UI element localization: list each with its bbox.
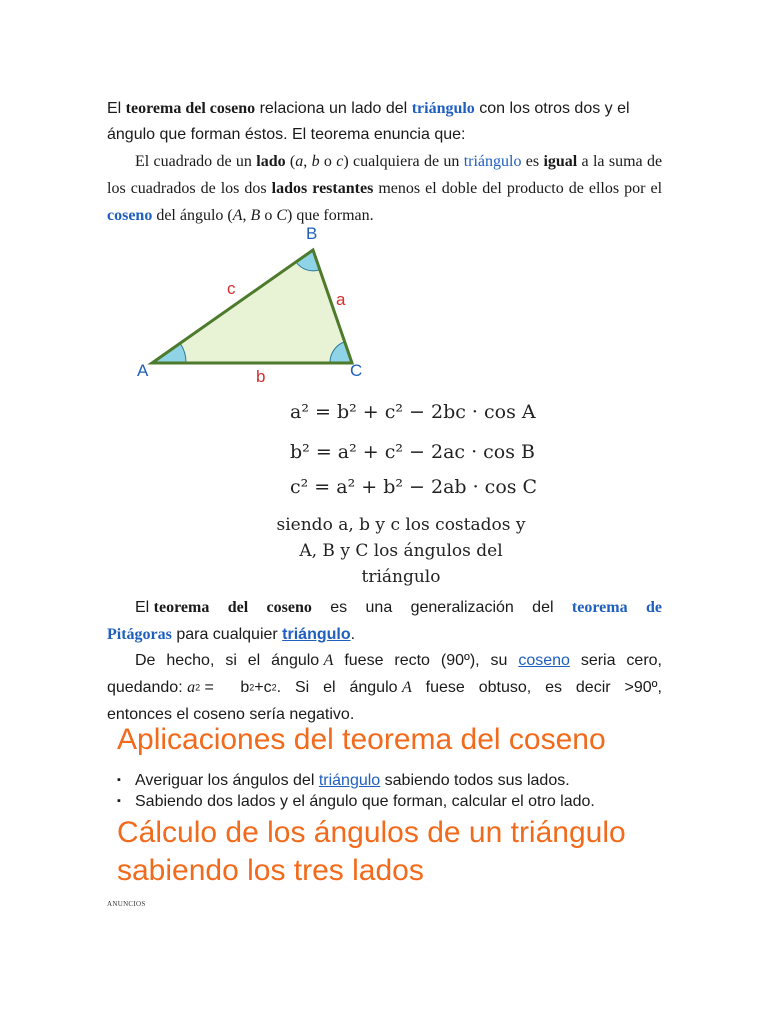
triangle-figure <box>130 222 390 382</box>
consequence-word: cero, <box>626 652 662 669</box>
generalization-word: una <box>365 599 393 616</box>
equation-caption <box>270 512 532 590</box>
caption-line: siendo a, b y c los costados y <box>276 515 526 535</box>
consequence-word: el <box>323 679 336 696</box>
statement-text: ( <box>285 153 296 170</box>
generalization-word: del <box>532 599 554 616</box>
consequence-text: +c <box>254 679 272 696</box>
statement-text: ) cualquiera de un <box>343 153 464 170</box>
term-lados-restantes: lados restantes <box>271 180 374 197</box>
vertex-label-a: A <box>137 361 149 380</box>
intro-text: con los otros dos y el ángulo que forman éstos. El teorema enuncia que: <box>107 100 630 143</box>
statement-text: del ángulo ( <box>152 207 233 224</box>
vertex-label-b: B <box>306 224 318 243</box>
consequence-line <box>107 674 662 701</box>
link-triangulo[interactable]: triángulo <box>318 772 381 789</box>
var-A: A <box>323 652 334 669</box>
consequence-word: fuese <box>425 679 465 696</box>
consequence-word: seria <box>580 652 616 669</box>
term-word: teorema <box>153 599 210 616</box>
statement-text: o <box>260 207 277 224</box>
list-text: sabiendo todos sus lados. <box>380 772 570 789</box>
consequence-word <box>349 674 411 701</box>
statement-text: El cuadrado de un <box>135 153 257 170</box>
term-igual: igual <box>543 153 578 170</box>
equation-a: a² = b² + c² − 2bc · cos A <box>290 401 536 423</box>
link-coseno[interactable]: coseno <box>107 207 153 224</box>
consequence-word: (90º), <box>440 652 480 669</box>
generalization-line <box>107 594 662 621</box>
statement-text: , <box>303 153 312 170</box>
side-label-c: c <box>227 279 236 298</box>
list-item <box>117 770 595 791</box>
term-word: del <box>227 599 249 616</box>
link-teorema-de-pitagoras[interactable]: teorema <box>571 599 628 616</box>
consequence-word: fuese <box>344 652 384 669</box>
consequence-word: hecho, <box>166 652 215 669</box>
consequence-word: es <box>545 679 562 696</box>
consequence-word: decir <box>575 679 611 696</box>
heading-aplicaciones: Aplicaciones del teorema del coseno <box>117 723 606 756</box>
generalization-word: es <box>330 599 348 616</box>
link-coseno[interactable]: coseno <box>518 652 570 669</box>
consequence-text: b <box>240 679 250 696</box>
exponent: 2 <box>271 682 277 693</box>
link-teorema-de-pitagoras[interactable]: de <box>645 599 662 616</box>
intro-paragraph <box>107 96 662 148</box>
var-A: A <box>401 679 412 696</box>
statement-text: ) que forman. <box>286 207 374 224</box>
heading-line: sabiendo los tres lados <box>117 854 424 887</box>
side-label-a: a <box>336 290 346 309</box>
term-teorema-del-coseno: teorema del coseno <box>125 100 256 117</box>
var-a: a <box>187 679 196 696</box>
intro-text: relaciona un lado del <box>255 100 412 117</box>
consequence-line <box>107 647 662 674</box>
consequence-line: entonces el coseno sería negativo. <box>107 706 355 724</box>
var-c: c <box>336 153 344 170</box>
list-item: ▪ Sabiendo dos lados y el ángulo que forman, calcular el otro lado. <box>117 791 595 812</box>
equation-c: c² = a² + b² − 2ab · cos C <box>290 476 538 498</box>
consequence-word: si <box>225 652 237 669</box>
generalization-text: El <box>135 599 154 616</box>
formula-inline <box>107 674 281 701</box>
consequence-word: obtuso, <box>478 679 532 696</box>
var-b: b <box>311 153 320 170</box>
generalization-line <box>107 621 662 648</box>
generalization-text: para cualquier <box>171 626 283 643</box>
intro-text: El <box>107 100 126 117</box>
generalization-word: generalización <box>410 599 514 616</box>
var-C: C <box>276 207 287 224</box>
equation-b: b² = a² + c² − 2ac · cos B <box>290 441 535 463</box>
caption-line: A, B y C los ángulos del <box>299 541 503 561</box>
consequence-word: recto <box>394 652 430 669</box>
term-lado: lado <box>256 153 286 170</box>
var-B: B <box>250 207 261 224</box>
statement-text: a la suma de los cuadrados de los dos <box>107 153 663 197</box>
var-a: a <box>295 153 304 170</box>
consequence-word: ángulo <box>271 652 320 669</box>
generalization-start <box>107 594 209 621</box>
consequence-text: = <box>200 679 219 696</box>
consequence-paragraph <box>107 647 662 728</box>
link-teorema-de-pitagoras[interactable]: Pitágoras <box>107 626 172 643</box>
statement-paragraph <box>107 148 662 229</box>
consequence-word: De <box>135 652 156 669</box>
consequence-text: quedando: <box>107 679 188 696</box>
side-label-b: b <box>256 367 266 382</box>
statement-text: es <box>521 153 544 170</box>
consequence-word: Si <box>294 679 310 696</box>
link-triangulo[interactable]: triángulo <box>282 626 351 643</box>
generalization-paragraph <box>107 594 662 648</box>
exponent: 2 <box>195 682 201 693</box>
list-text: Averiguar los ángulos del <box>135 772 319 789</box>
link-triangulo[interactable]: triángulo <box>463 153 522 170</box>
statement-text: , <box>242 207 251 224</box>
heading-calculo <box>117 814 626 890</box>
statement-text: o <box>319 153 337 170</box>
heading-line: Cálculo de los ángulos de un triángulo <box>117 816 626 849</box>
consequence-word: >90º, <box>624 679 662 696</box>
vertex-label-c: C <box>350 361 363 380</box>
consequence-word: su <box>490 652 508 669</box>
exponent: 2 <box>249 682 255 693</box>
ads-label: ANUNCIOS <box>107 900 146 908</box>
term-word: coseno <box>266 599 312 616</box>
caption-line: triángulo <box>361 567 441 587</box>
consequence-word: ángulo <box>349 679 398 696</box>
link-triangulo[interactable]: triángulo <box>411 100 475 117</box>
var-A: A <box>232 207 243 224</box>
statement-text: menos el doble del producto de ellos por el <box>373 180 663 197</box>
consequence-text: . <box>276 679 282 696</box>
consequence-word: el <box>247 652 261 669</box>
generalization-text: . <box>350 626 356 643</box>
consequence-word <box>271 647 333 674</box>
applications-list <box>117 770 595 812</box>
